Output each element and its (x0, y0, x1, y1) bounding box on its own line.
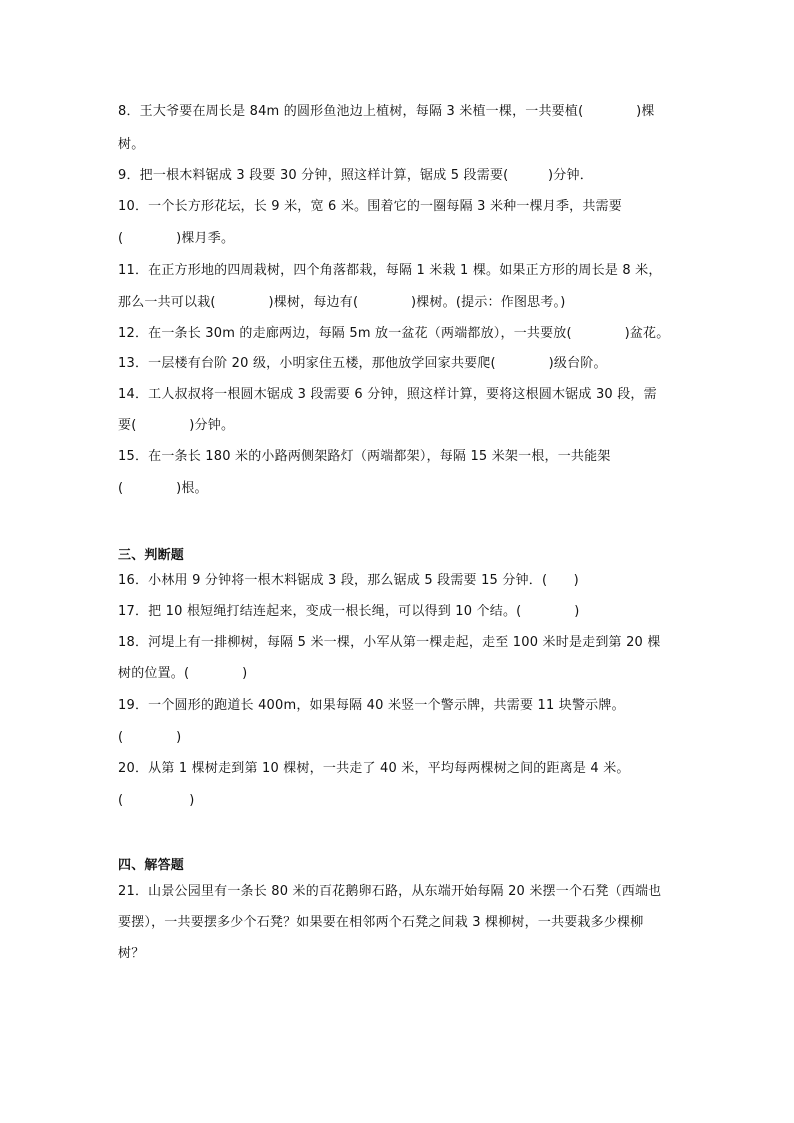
q13: 13．一层楼有台阶 20 级，小明家住五楼，那他放学回家共要爬( )级台阶。 (118, 356, 607, 371)
q21-line2: 要摆），一共要摆多少个石凳？如果要在相邻两个石凳之间栽 3 棵柳树，一共要栽多少棵柳 (118, 915, 644, 930)
q12: 12．在一条长 30m 的走廊两边，每隔 5m 放一盆花（两端都放），一共要放( )盆花。 (118, 326, 670, 341)
q14-line1: 14．工人叔叔将一根圆木锯成 3 段需要 6 分钟，照这样计算，要将这根圆木锯成 30 段，需 (118, 387, 657, 402)
q18-line1: 18．河堤上有一排柳树，每隔 5 米一棵，小军从第一棵走起，走至 100 米时是走到第 20 棵 (118, 635, 661, 650)
q18-line2: 树的位置。( ) (118, 666, 248, 681)
q9: 9．把一根木料锯成 3 段要 30 分钟，照这样计算，锯成 5 段需要( )分钟． (118, 168, 593, 183)
q10-line1: 10．一个长方形花坛，长 9 米，宽 6 米。围着它的一圈每隔 3 米种一棵月季，共需要 (118, 199, 622, 214)
q19-line1: 19．一个圆形的跑道长 400m，如果每隔 40 米竖一个警示牌，共需要 11 块警示牌。 (118, 698, 625, 713)
section-heading-answer: 四、解答题 (118, 858, 185, 873)
q20-line2: ( ) (118, 793, 195, 808)
q10-line2: ( )棵月季。 (118, 231, 235, 246)
q8-line2: 树。 (118, 137, 145, 152)
q19-line2: ( ) (118, 730, 182, 745)
q15-line2: ( )根。 (118, 481, 208, 496)
q20-line1: 20．从第 1 棵树走到第 10 棵树，一共走了 40 米，平均每两棵树之间的距离是 4 米。 (118, 761, 630, 776)
q14-line2: 要( )分钟。 (118, 418, 235, 433)
q8-line1: 8．王大爷要在周长是 84m 的圆形鱼池边上植树，每隔 3 米植一棵，一共要植( )棵 (118, 104, 655, 119)
q11-line2: 那么一共可以栽( )棵树，每边有( )棵树。(提示：作图思考。) (118, 295, 566, 310)
q15-line1: 15．在一条长 180 米的小路两侧架路灯（两端都架），每隔 15 米架一根，一共能架 (118, 449, 611, 464)
q16: 16．小林用 9 分钟将一根木料锯成 3 段，那么锯成 5 段需要 15 分钟．( ) (118, 573, 579, 588)
q17: 17．把 10 根短绳打结连起来，变成一根长绳，可以得到 10 个结。( ) (118, 604, 580, 619)
q21-line3: 树？ (118, 946, 145, 961)
q11-line1: 11．在正方形地的四周栽树，四个角落都栽，每隔 1 米栽 1 棵。如果正方形的周长是 8 米， (118, 263, 662, 278)
section-heading-judge: 三、判断题 (118, 548, 185, 563)
q21-line1: 21．山景公园里有一条长 80 米的百花鹅卵石路，从东端开始每隔 20 米摆一个石凳（西端也 (118, 884, 662, 899)
